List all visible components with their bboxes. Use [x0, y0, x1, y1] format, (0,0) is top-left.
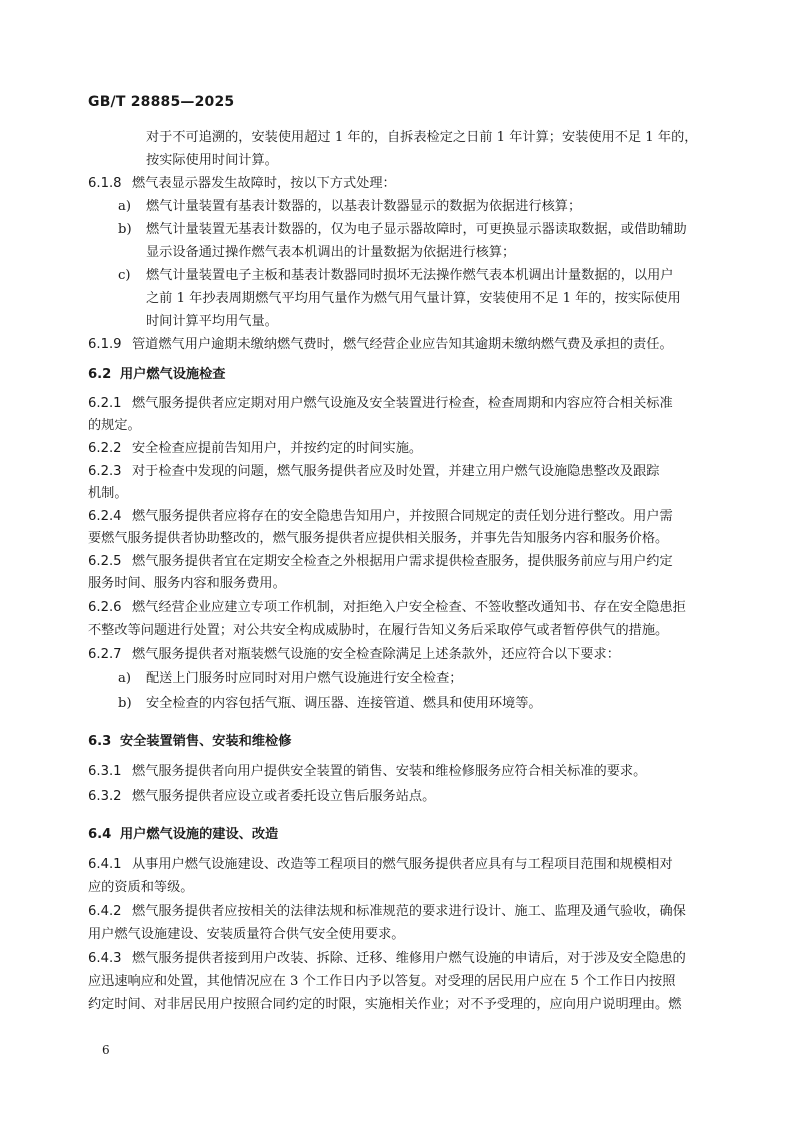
- clause-number: 6.2.7: [88, 647, 122, 662]
- paragraph-line: 应的资质和等级。: [88, 880, 194, 895]
- paragraph-line: 燃气表显示器发生故障时，按以下方式处理：: [132, 176, 396, 191]
- paragraph-line: 不整改等问题进行处置；对公共安全构成威胁时，在履行告知义务后采取停气或者暂停供气的措施。: [88, 623, 669, 638]
- list-item-label: a): [118, 671, 132, 686]
- clause-number: 6.4.3: [88, 951, 122, 966]
- list-item-line: 燃气计量装置有基表计数器的，以基表计数器显示的数据为依据进行核算；: [146, 199, 582, 214]
- list-item-line: 安全检查的内容包括气瓶、调压器、连接管道、燃具和使用环境等。: [146, 696, 542, 711]
- list-item-label: b): [118, 696, 132, 711]
- paragraph-line: 对于不可追溯的，安装使用超过 1 年的，自拆表检定之日前 1 年计算；安装使用不足 1 年的，: [146, 130, 698, 145]
- clause-number: 6.2.2: [88, 441, 122, 456]
- clause-number: 6.4.1: [88, 857, 122, 872]
- section-title: 安全装置销售、安装和维检修: [120, 734, 292, 749]
- list-item-line: 显示设备通过操作燃气表本机调出的计量数据为依据进行核算；: [146, 245, 516, 260]
- paragraph-line: 约定时间、对非居民用户按照合同约定的时限，实施相关作业；对不予受理的，应向用户说明理由。燃: [88, 997, 682, 1012]
- list-item-line: 之前 1 年抄表周期燃气平均用气量作为燃气用气量计算，安装使用不足 1 年的，按实际使用: [146, 291, 681, 306]
- paragraph-line: 燃气服务提供者应按相关的法律法规和标准规范的要求进行设计、施工、监理及通气验收，确保: [132, 904, 686, 919]
- standard-code-header: GB/T 28885—2025: [88, 94, 235, 110]
- list-item-label: a): [118, 199, 132, 214]
- paragraph-line: 燃气服务提供者应设立或者委托设立售后服务站点。: [132, 789, 436, 804]
- clause-number: 6.4.2: [88, 904, 122, 919]
- paragraph-line: 燃气服务提供者接到用户改装、拆除、迁移、维修用户燃气设施的申请后，对于涉及安全隐患的: [132, 951, 686, 966]
- list-item-label: c): [118, 268, 131, 283]
- paragraph-line: 应迅速响应和处置，其他情况应在 3 个工作日内予以答复。对受理的居民用户应在 5 个工作日内按照: [88, 974, 676, 989]
- section-number: 6.2: [88, 367, 112, 382]
- paragraph-line: 机制。: [88, 486, 128, 501]
- list-item-line: 时间计算平均用气量。: [146, 314, 278, 329]
- paragraph-line: 要燃气服务提供者协助整改的，燃气服务提供者应提供相关服务，并事先告知服务内容和服务价格。: [88, 531, 669, 546]
- clause-number: 6.2.1: [88, 396, 122, 411]
- list-item-label: b): [118, 222, 132, 237]
- paragraph-line: 按实际使用时间计算。: [146, 153, 278, 168]
- clause-number: 6.1.9: [88, 337, 122, 352]
- section-number: 6.3: [88, 734, 112, 749]
- clause-number: 6.3.1: [88, 764, 122, 779]
- clause-number: 6.2.6: [88, 600, 122, 615]
- section-title: 用户燃气设施的建设、改造: [120, 827, 279, 842]
- clause-number: 6.2.5: [88, 554, 122, 569]
- paragraph-line: 服务时间、服务内容和服务费用。: [88, 576, 286, 591]
- list-item-line: 燃气计量装置电子主板和基表计数器同时损坏无法操作燃气表本机调出计量数据的，以用户: [146, 268, 674, 283]
- paragraph-line: 燃气服务提供者对瓶装燃气设施的安全检查除满足上述条款外，还应符合以下要求：: [132, 647, 620, 662]
- section-title: 用户燃气设施检查: [120, 367, 226, 382]
- section-number: 6.4: [88, 827, 112, 842]
- clause-number: 6.3.2: [88, 789, 122, 804]
- paragraph-line: 燃气服务提供者向用户提供安全装置的销售、安装和维检修服务应符合相关标准的要求。: [132, 764, 647, 779]
- paragraph-line: 燃气服务提供者应将存在的安全隐患告知用户，并按照合同规定的责任划分进行整改。用户需: [132, 509, 673, 524]
- clause-number: 6.2.3: [88, 464, 122, 479]
- paragraph-line: 燃气经营企业应建立专项工作机制，对拒绝入户安全检查、不签收整改通知书、存在安全隐患拒: [132, 600, 686, 615]
- paragraph-line: 燃气服务提供者宜在定期安全检查之外根据用户需求提供检查服务，提供服务前应与用户约定: [132, 554, 673, 569]
- paragraph-line: 安全检查应提前告知用户，并按约定的时间实施。: [132, 441, 423, 456]
- clause-number: 6.2.4: [88, 509, 122, 524]
- paragraph-line: 对于检查中发现的问题，燃气服务提供者应及时处置，并建立用户燃气设施隐患整改及跟踪: [132, 464, 660, 479]
- clause-number: 6.1.8: [88, 176, 122, 191]
- list-item-line: 燃气计量装置无基表计数器的，仅为电子显示器故障时，可更换显示器读取数据，或借助辅助: [146, 222, 687, 237]
- paragraph-line: 的规定。: [88, 418, 141, 433]
- paragraph-line: 管道燃气用户逾期未缴纳燃气费时，燃气经营企业应告知其逾期未缴纳燃气费及承担的责任。: [132, 337, 673, 352]
- paragraph-line: 从事用户燃气设施建设、改造等工程项目的燃气服务提供者应具有与工程项目范围和规模相对: [132, 857, 673, 872]
- page-number: 6: [102, 1043, 110, 1057]
- paragraph-line: 用户燃气设施建设、安装质量符合供气安全使用要求。: [88, 927, 405, 942]
- paragraph-line: 燃气服务提供者应定期对用户燃气设施及安全装置进行检查，检查周期和内容应符合相关标准: [132, 396, 673, 411]
- list-item-line: 配送上门服务时应同时对用户燃气设施进行安全检查；: [146, 671, 463, 686]
